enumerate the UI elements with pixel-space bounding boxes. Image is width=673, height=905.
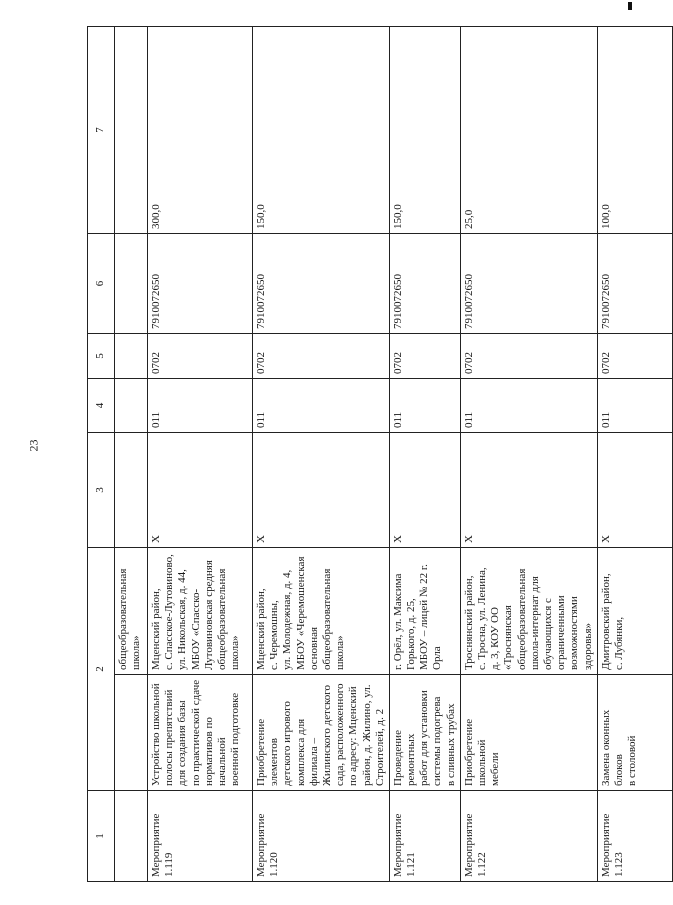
event-col-4: 011 [460, 379, 597, 433]
event-col-7: 25,0 [460, 27, 597, 234]
event-col-6: 7910072650 [460, 234, 597, 334]
event-col-5: 0702 [253, 334, 390, 379]
event-id: Мероприятие 1.121 [389, 791, 460, 882]
cont-cell-1 [115, 791, 148, 882]
event-id: Мероприятие 1.123 [597, 791, 672, 882]
header-col-2: 2 [88, 548, 115, 791]
event-col-6: 7910072650 [389, 234, 460, 334]
table-row [597, 27, 672, 882]
event-col-4: 011 [597, 379, 672, 433]
cont-cell-6 [115, 234, 148, 334]
event-id: Мероприятие 1.120 [253, 791, 390, 882]
table-row [253, 27, 390, 882]
event-col-3: Х [253, 433, 390, 548]
cont-cell-4 [115, 379, 148, 433]
event-col-7: 100,0 [597, 27, 672, 234]
event-col-6: 7910072650 [597, 234, 672, 334]
scan-mark [628, 2, 632, 10]
event-col-7: 150,0 [253, 27, 390, 234]
event-col-3: Х [597, 433, 672, 548]
event-address: Мценский район, с. Спасское-Лутовиново, ул. Никольская, д. 44, МБОУ «Спасско- Лутовиновская средняя общеобразовательная школа» [148, 548, 253, 675]
header-col-6: 6 [88, 234, 115, 334]
event-col-4: 011 [253, 379, 390, 433]
header-col-3: 3 [88, 433, 115, 548]
event-id: Мероприятие 1.122 [460, 791, 597, 882]
event-col-3: Х [148, 433, 253, 548]
rotated-table-wrapper [87, 27, 639, 882]
table-row [460, 27, 597, 882]
page-number: 23 [26, 439, 41, 452]
event-description: Устройство школьной полосы препятствий для создания базы по практической сдаче нормативов по начальной военной подготовке [148, 675, 253, 791]
cont-cell-3 [115, 433, 148, 548]
event-col-7: 150,0 [389, 27, 460, 234]
cont-cell-7 [115, 27, 148, 234]
event-col-5: 0702 [460, 334, 597, 379]
event-address: Троснянский район, с. Тросна, ул. Ленина, д. 3, КОУ ОО «Троснянская общеобразовательная школа-интернат для обучающихся с ограниченными возможностями здоровья» [460, 548, 597, 675]
event-col-6: 7910072650 [253, 234, 390, 334]
header-col-1: 1 [88, 791, 115, 882]
event-description: Приобретение школьной мебели [460, 675, 597, 791]
event-description: Приобретение элементов детского игрового комплекса для филиала – Жилинского детского сада, расположенного по адресу: Мценский район, д. Жилино, ул. Строителей, д. 2 [253, 675, 390, 791]
event-description: Проведение ремонтных работ для установки системы подогрева в сливных трубах [389, 675, 460, 791]
event-description: Замена оконных блоков в столовой [597, 675, 672, 791]
event-col-3: Х [460, 433, 597, 548]
event-col-6: 7910072650 [148, 234, 253, 334]
event-id: Мероприятие 1.119 [148, 791, 253, 882]
cont-cell-2b: общеобразовательная школа» [115, 548, 148, 675]
event-col-5: 0702 [389, 334, 460, 379]
event-col-5: 0702 [148, 334, 253, 379]
cont-cell-2a [115, 675, 148, 791]
header-col-5: 5 [88, 334, 115, 379]
event-col-4: 011 [148, 379, 253, 433]
event-col-4: 011 [389, 379, 460, 433]
event-address: г. Орёл, ул. Максима Горького, д. 25, МБОУ – лицей № 22 г. Орла [389, 548, 460, 675]
event-col-3: Х [389, 433, 460, 548]
event-address: Мценский район, с. Черемошны, ул. Молодежная, д. 4, МБОУ «Черемошенская основная общеобразовательная школа» [253, 548, 390, 675]
header-row [88, 27, 115, 882]
header-col-7: 7 [88, 27, 115, 234]
event-col-5: 0702 [597, 334, 672, 379]
event-address: Дмитровский район, с. Лубянки, [597, 548, 672, 675]
continuation-row [115, 27, 148, 882]
table-row [148, 27, 253, 882]
table-row [389, 27, 460, 882]
events-table [87, 26, 673, 882]
cont-cell-5 [115, 334, 148, 379]
event-col-7: 300,0 [148, 27, 253, 234]
header-col-4: 4 [88, 379, 115, 433]
